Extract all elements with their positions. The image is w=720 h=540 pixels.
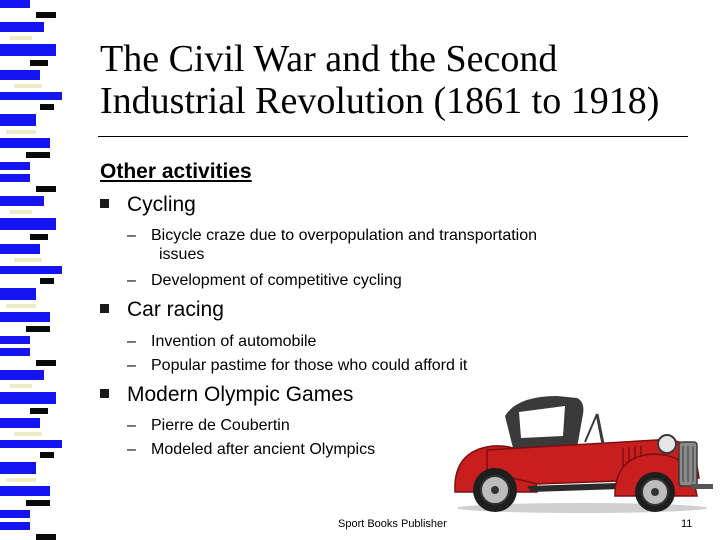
strip-block [40, 104, 54, 110]
topic-car-racing [100, 298, 224, 322]
sub-point-text: Development of competitive cycling [151, 272, 402, 289]
dash-marker: – [127, 227, 136, 244]
strip-block [6, 478, 36, 482]
sub-point-text: Popular pastime for those who could afford it [151, 357, 468, 374]
dash-marker: – [127, 272, 136, 289]
strip-block [0, 138, 50, 148]
strip-block [0, 392, 56, 404]
sub-point-text: Invention of automobile [151, 333, 317, 350]
strip-block [0, 370, 44, 380]
strip-block [6, 304, 36, 308]
strip-block [0, 244, 40, 254]
sub-point-text: Pierre de Coubertin [151, 417, 290, 434]
footer-publisher: Sport Books Publisher [338, 518, 447, 530]
strip-block [14, 258, 42, 262]
slide-title [100, 38, 700, 122]
dash-marker: – [127, 441, 136, 458]
strip-block [10, 210, 32, 214]
strip-block [0, 70, 40, 80]
sub-point [127, 226, 537, 245]
strip-block [0, 440, 62, 448]
strip-block [14, 84, 42, 88]
strip-block [0, 266, 62, 274]
strip-block [40, 278, 54, 284]
topic-label: Cycling [127, 193, 196, 216]
sub-point-continuation: issues [159, 246, 205, 263]
strip-block [36, 12, 56, 18]
strip-block [0, 312, 50, 322]
sub-point [127, 356, 467, 375]
strip-block [10, 36, 32, 40]
strip-block [0, 162, 30, 170]
sub-point [127, 332, 316, 351]
dash-marker: – [127, 417, 136, 434]
sub-point [127, 271, 402, 290]
strip-block [0, 0, 30, 8]
dash-marker: – [127, 357, 136, 374]
strip-block [0, 114, 36, 126]
title-line-2: Industrial Revolution (1861 to 1918) [100, 80, 660, 122]
strip-block [40, 452, 54, 458]
strip-block [0, 462, 36, 474]
strip-block [0, 288, 36, 300]
topic-cycling [100, 193, 196, 217]
strip-block [36, 534, 56, 540]
strip-block [36, 360, 56, 366]
square-bullet-icon [100, 304, 109, 313]
strip-block [0, 510, 30, 518]
sub-point [127, 440, 375, 459]
strip-block [0, 486, 50, 496]
strip-block [36, 186, 56, 192]
strip-block [0, 174, 30, 182]
strip-block [0, 196, 44, 206]
sub-point [127, 416, 290, 435]
vintage-car-image [447, 392, 717, 514]
strip-block [0, 22, 44, 32]
strip-block [10, 384, 32, 388]
strip-block [26, 500, 50, 506]
strip-block [0, 348, 30, 356]
strip-block [0, 336, 30, 344]
topic-label: Modern Olympic Games [127, 383, 354, 406]
topic-label: Car racing [127, 298, 224, 321]
strip-block [6, 130, 36, 134]
strip-block [0, 92, 62, 100]
title-divider [98, 136, 688, 137]
square-bullet-icon [100, 199, 109, 208]
strip-block [0, 522, 30, 530]
strip-block [26, 326, 50, 332]
left-decorative-strip [0, 0, 78, 540]
strip-block [0, 44, 56, 56]
strip-block [30, 234, 48, 240]
sub-point-text: Bicycle craze due to overpopulation and transportation [151, 227, 538, 244]
strip-block [0, 418, 40, 428]
strip-block [14, 432, 42, 436]
square-bullet-icon [100, 389, 109, 398]
page-number: 11 [681, 518, 693, 530]
section-heading: Other activities [100, 160, 252, 183]
strip-block [26, 152, 50, 158]
sub-point-text: Modeled after ancient Olympics [151, 441, 376, 458]
title-line-1: The Civil War and the Second [100, 38, 558, 80]
strip-block [30, 408, 48, 414]
strip-block [0, 218, 56, 230]
dash-marker: – [127, 333, 136, 350]
topic-olympic-games [100, 383, 353, 407]
strip-block [30, 60, 48, 66]
